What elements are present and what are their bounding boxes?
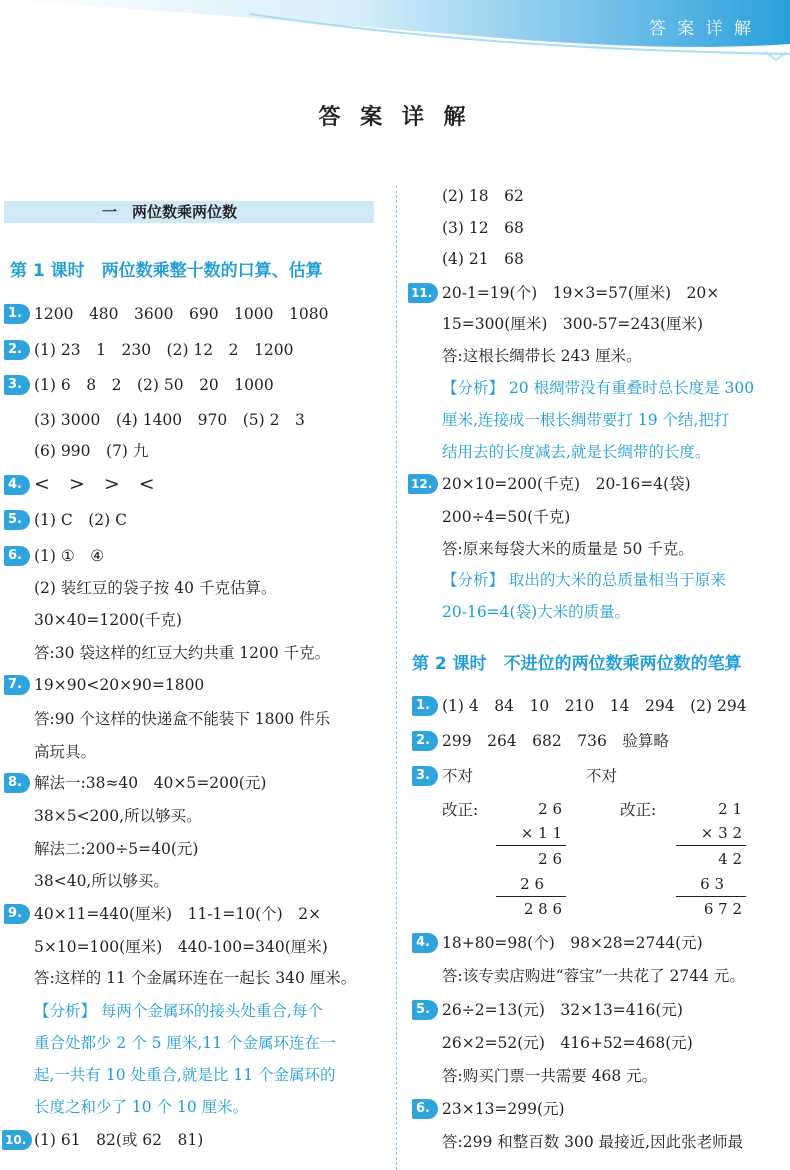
question-number: 7. bbox=[4, 675, 30, 695]
question-number: 9. bbox=[4, 904, 30, 924]
question-number: 5. bbox=[4, 510, 30, 530]
answer-line: 38×5<200,所以够买。 bbox=[34, 807, 202, 825]
analysis-line: 重合处都少 2 个 5 厘米,11 个金属环连在一 bbox=[34, 1034, 336, 1052]
question-number: 12. bbox=[408, 474, 438, 494]
column-divider bbox=[396, 185, 397, 1170]
answer-line: 不对 bbox=[586, 767, 618, 785]
fix-label: 改正: bbox=[620, 801, 657, 819]
answer-line: 19×90<20×90=1800 bbox=[34, 676, 205, 694]
answer-line: 答:该专卖店购进“蓉宝”一共花了 2744 元。 bbox=[442, 967, 745, 985]
answer-line: (3) 3000 (4) 1400 970 (5) 2 3 bbox=[34, 411, 305, 429]
analysis-line: 厘米,连接成一根长绸带要打 19 个结,把打 bbox=[442, 411, 730, 429]
answer-line: (2) 装红豆的袋子按 40 千克估算。 bbox=[34, 579, 277, 597]
section-title: 一 两位数乘两位数 bbox=[4, 201, 374, 223]
answer-line: 答:30 袋这样的红豆大约共重 1200 千克。 bbox=[34, 644, 331, 662]
answer-line: 23×13=299(元) bbox=[442, 1100, 565, 1118]
analysis-line: 【分析】 每两个金属环的接头处重合,每个 bbox=[34, 1002, 323, 1020]
answer-line: 解法一:38≈40 40×5=200(元) bbox=[34, 774, 267, 792]
answer-line: 200÷4=50(千克) bbox=[442, 508, 571, 526]
answer-line: 答:299 和整百数 300 最接近,因此张老师最 bbox=[442, 1133, 744, 1151]
answer-line: 20×10=200(千克) 20-16=4(袋) bbox=[442, 475, 691, 493]
question-number: 1. bbox=[412, 696, 438, 716]
answer-line: (1) 6 8 2 (2) 50 20 1000 bbox=[34, 376, 274, 394]
answer-line: 15=300(厘米) 300-57=243(厘米) bbox=[442, 315, 704, 333]
answer-line: 1200 480 3600 690 1000 1080 bbox=[34, 305, 329, 323]
answer-line: (1) C (2) C bbox=[34, 511, 127, 529]
answer-line: (1) 23 1 230 (2) 12 2 1200 bbox=[34, 341, 294, 359]
answer-line: 解法二:200÷5=40(元) bbox=[34, 840, 199, 858]
answer-line: 30×40=1200(千克) bbox=[34, 611, 182, 629]
question-number: 10. bbox=[2, 1130, 32, 1150]
analysis-line: 长度之和少了 10 个 10 厘米。 bbox=[34, 1098, 249, 1116]
answer-line: 答:原来每袋大米的质量是 50 千克。 bbox=[442, 540, 694, 558]
question-number: 4. bbox=[412, 933, 438, 953]
question-number: 1. bbox=[4, 304, 30, 324]
answer-line: (1) 61 82(或 62 81) bbox=[34, 1131, 204, 1149]
answer-line: 18+80=98(个) 98×28=2744(元) bbox=[442, 934, 703, 952]
answer-line: (2) 18 62 bbox=[442, 187, 524, 205]
answer-line: 答:购买门票一共需要 468 元。 bbox=[442, 1067, 658, 1085]
question-number: 2. bbox=[4, 340, 30, 360]
answer-line: (4) 21 68 bbox=[442, 250, 524, 268]
answer-line: 答:90 个这样的快递盒不能装下 1800 件乐 bbox=[34, 710, 331, 728]
page-title: 答 案 详 解 bbox=[318, 105, 472, 130]
question-number: 8. bbox=[4, 773, 30, 793]
question-number: 3. bbox=[412, 766, 438, 786]
answer-line: (3) 12 68 bbox=[442, 219, 524, 237]
answer-line: (1) 4 84 10 210 14 294 (2) 294 bbox=[442, 697, 747, 715]
question-number: 4. bbox=[4, 475, 30, 495]
answer-line: 答:这样的 11 个金属环连在一起长 340 厘米。 bbox=[34, 969, 357, 987]
analysis-line: 20-16=4(袋)大米的质量。 bbox=[442, 603, 631, 621]
answer-line: 20-1=19(个) 19×3=57(厘米) 20× bbox=[442, 284, 720, 302]
answer-line: 26×2=52(元) 416+52=468(元) bbox=[442, 1034, 693, 1052]
answer-line: < > > < bbox=[34, 473, 155, 495]
question-number: 2. bbox=[412, 731, 438, 751]
answer-line: (1) ① ④ bbox=[34, 547, 105, 565]
analysis-line: 【分析】 取出的大米的总质量相当于原来 bbox=[442, 571, 726, 589]
question-number: 6. bbox=[4, 546, 30, 566]
vertical-calculation-2: 2 1 × 3 2 4 2 6 3 6 7 2 bbox=[676, 800, 746, 920]
question-number: 6. bbox=[412, 1099, 438, 1119]
fix-label: 改正: bbox=[442, 801, 479, 819]
vertical-calculation-1: 2 6 × 1 1 2 6 2 6 2 8 6 bbox=[496, 800, 566, 920]
analysis-line: 起,一共有 10 处重合,就是比 11 个金属环的 bbox=[34, 1066, 336, 1084]
answer-line: 不对 bbox=[442, 767, 474, 785]
lesson-1-title: 第 1 课时 两位数乘整十数的口算、估算 bbox=[10, 261, 323, 281]
header-title: 答 案 详 解 bbox=[648, 19, 754, 39]
answer-line: 40×11=440(厘米) 11-1=10(个) 2× bbox=[34, 905, 322, 923]
answer-line: 答:这根长绸带长 243 厘米。 bbox=[442, 347, 642, 365]
question-number: 3. bbox=[4, 375, 30, 395]
answer-line: 38<40,所以够买。 bbox=[34, 872, 169, 890]
answer-line: 26÷2=13(元) 32×13=416(元) bbox=[442, 1001, 683, 1019]
lesson-2-title: 第 2 课时 不进位的两位数乘两位数的笔算 bbox=[412, 654, 742, 674]
analysis-line: 【分析】 20 根绸带没有重叠时总长度是 300 bbox=[442, 379, 755, 397]
analysis-line: 结用去的长度减去,就是长绸带的长度。 bbox=[442, 443, 711, 461]
answer-line: 高玩具。 bbox=[34, 743, 97, 761]
question-number: 5. bbox=[412, 1000, 438, 1020]
answer-line: 5×10=100(厘米) 440-100=340(厘米) bbox=[34, 938, 328, 956]
answer-line: (6) 990 (7) 九 bbox=[34, 442, 149, 460]
question-number: 11. bbox=[408, 283, 438, 303]
answer-line: 299 264 682 736 验算略 bbox=[442, 732, 669, 750]
